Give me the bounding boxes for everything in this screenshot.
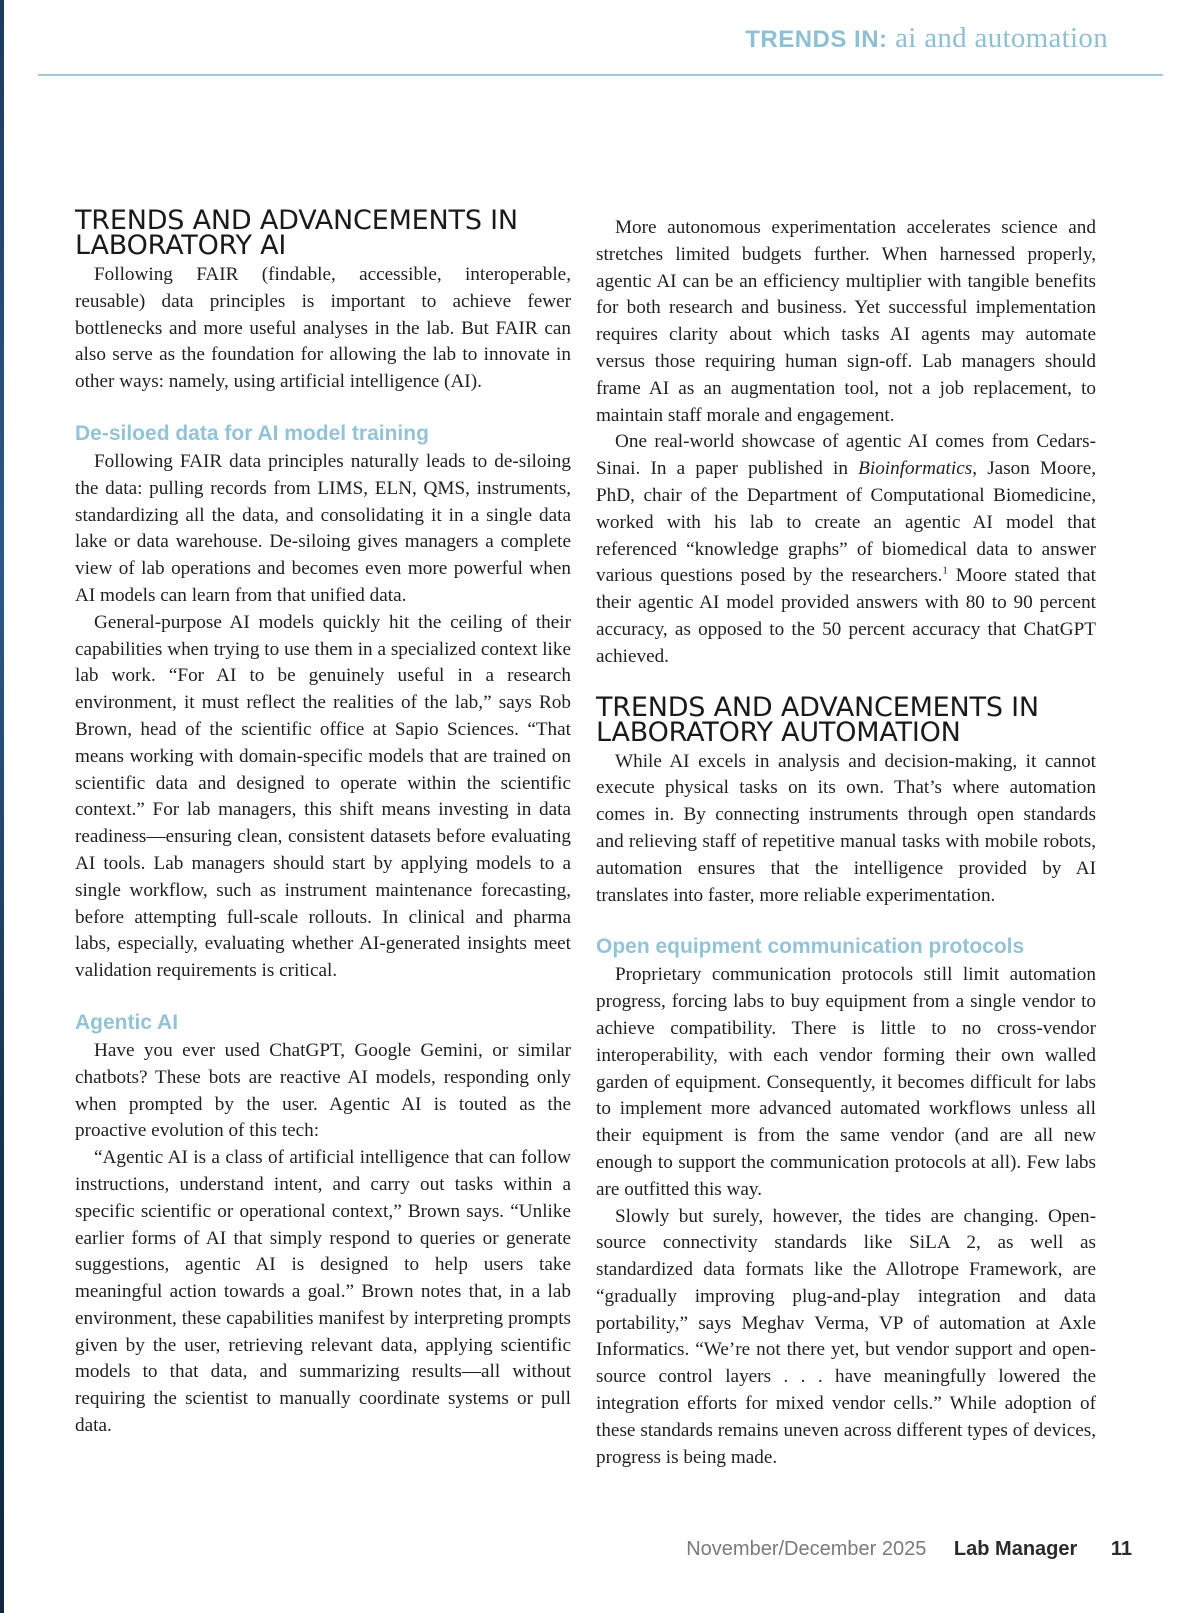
journal-name: Bioinformatics xyxy=(858,458,973,480)
paragraph-agentic-definition: “Agentic AI is a class of artificial intelligence that can follow instructions, understand intent, and carry out tasks within a specific scientific or operational context,” Brown says. “Unlike earlier forms of AI that simply respond to queries or generate suggestions, agentic AI is designed to help users take meaningful action towards a goal.” Brown notes that, in a lab environment, these capabilities manifest by interpreting prompts given by the user, retrieving relevant data, applying scientific models to that data, and summarizing results—all without requiring the scientist to manually coordinate systems or pull data. xyxy=(75,1147,571,1437)
right-column xyxy=(596,215,1096,1471)
issue-date: November/December 2025 xyxy=(686,1538,927,1560)
header-rule xyxy=(38,74,1163,76)
page-footer xyxy=(686,1538,1132,1561)
page-number: 11 xyxy=(1110,1538,1132,1560)
paragraph-cedars-sinai xyxy=(596,429,1096,670)
magazine-name: Lab Manager xyxy=(953,1538,1078,1560)
intro-paragraph: Following FAIR (findable, accessible, interoperable, reusable) data principles is important to achieve fewer bottlenecks and more useful analyses in the lab. But FAIR can also serve as the foundation for allowing the lab to innovate in other ways: namely, using artificial intelligence (AI). xyxy=(75,264,571,393)
paragraph-open-source-standards: Slowly but surely, however, the tides are changing. Open-source connectivity standards like SiLA 2, as well as standardized data formats like the Allotrope Framework, are “gradually improving plug-and-play integration and data portability,” says Meghav Verma, VP of automation at Axle Informatics. “We’re not there yet, but vendor support and open-source control layers . . . have meaningfully lowered the integration efforts for mixed vendor cells.” While adoption of these standards remains uneven across different types of devices, progress is being made. xyxy=(596,1205,1096,1468)
paragraph-general-purpose-ai: General-purpose AI models quickly hit the ceiling of their capabilities when trying to use them in a specialized context like lab work. “For AI to be genuinely useful in a research environment, it must reflect the realities of the lab,” says Rob Brown, head of the scientific office at Sapio Sciences. “That means working with domain-specific models that are trained on scientific data and designed to operate within the scientific context.” For lab managers, this shift means investing in data readiness—ensuring clean, consistent datasets before evaluating AI tools. Lab managers should start by applying models to a single workflow, such as instrument maintenance forecasting, before attempting full-scale rollouts. In clinical and pharma labs, especially, evaluating whether AI-generated insights meet validation requirements is critical. xyxy=(75,611,571,982)
running-header-label: TRENDS IN: xyxy=(745,26,888,53)
page-edge-bar xyxy=(0,0,4,1613)
paragraph-proprietary-protocols: Proprietary communication protocols still limit automation progress, forcing labs to buy equipment from a single vendor to achieve compatibility. There is little to no cross-vendor interoperability, with each vendor forming their own walled garden of equipment. Consequently, it becomes difficult for labs to implement more advanced automated workflows unless all their equipment is from the same vendor (and are all new enough to support the communication protocols at all). Few labs are outfitted this way. xyxy=(596,964,1096,1200)
paragraph-chatbots: Have you ever used ChatGPT, Google Gemini, or similar chatbots? These bots are reactive AI models, responding only when prompted by the user. Agentic AI is touted as the proactive evolution of this tech: xyxy=(75,1039,571,1142)
cedars-text-mid: , Jason Moore, PhD, chair of the Department of Computational Biomedicine, worked with his lab to create an agentic AI model that referenced “knowledge graphs” of biomedical data to answer various questions posed by the researchers. xyxy=(596,458,1097,587)
paragraph-de-siloing: Following FAIR data principles naturally leads to de-siloing the data: pulling records from LIMS, ELN, QMS, instruments, standardizing all the data, and consolidating it in a single data lake or data warehouse. De-siloing gives managers a complete view of lab operations and becomes even more powerful when AI models can learn from that unified data. xyxy=(75,450,571,606)
running-header-topic: ai and automation xyxy=(895,22,1108,54)
subheading-de-siloed-data: De-siloed data for AI model training xyxy=(75,421,429,445)
left-column xyxy=(75,205,571,1440)
paragraph-autonomous-experimentation: More autonomous experimentation accelerates science and stretches limited budgets further. When harnessed properly, agentic AI can be an efficiency multiplier with tangible benefits for both research and business. Yet successful implementation requires clarity about which tasks AI agents may automate versus those requiring human sign-off. Lab managers should frame AI as an augmentation tool, not a job replacement, to maintain staff morale and engagement. xyxy=(596,217,1096,426)
subheading-open-protocols: Open equipment communication protocols xyxy=(596,935,1025,959)
cedars-text-start: One real-world showcase of agentic AI comes from Cedars-Sinai. In a paper published in xyxy=(596,431,1096,480)
running-header xyxy=(745,22,1108,55)
section-title-laboratory-automation: TRENDS AND ADVANCEMENTS IN LABORATORY AUTOMATION xyxy=(596,691,1039,748)
subheading-agentic-ai: Agentic AI xyxy=(75,1010,179,1034)
cedars-text-end: Moore stated that their agentic AI model provided answers with 80 to 90 percent accuracy, as opposed to the 50 percent accuracy that ChatGPT achieved. xyxy=(596,565,1096,667)
reference-marker: 1 xyxy=(942,564,948,577)
paragraph-automation-intro: While AI excels in analysis and decision-making, it cannot execute physical tasks on its own. That’s where automation comes in. By connecting instruments through open standards and relieving staff of repetitive manual tasks with mobile robots, automation ensures that the intelligence provided by AI translates into faster, more reliable experimentation. xyxy=(596,750,1096,906)
section-title-laboratory-ai: TRENDS AND ADVANCEMENTS IN LABORATORY AI xyxy=(75,205,518,261)
